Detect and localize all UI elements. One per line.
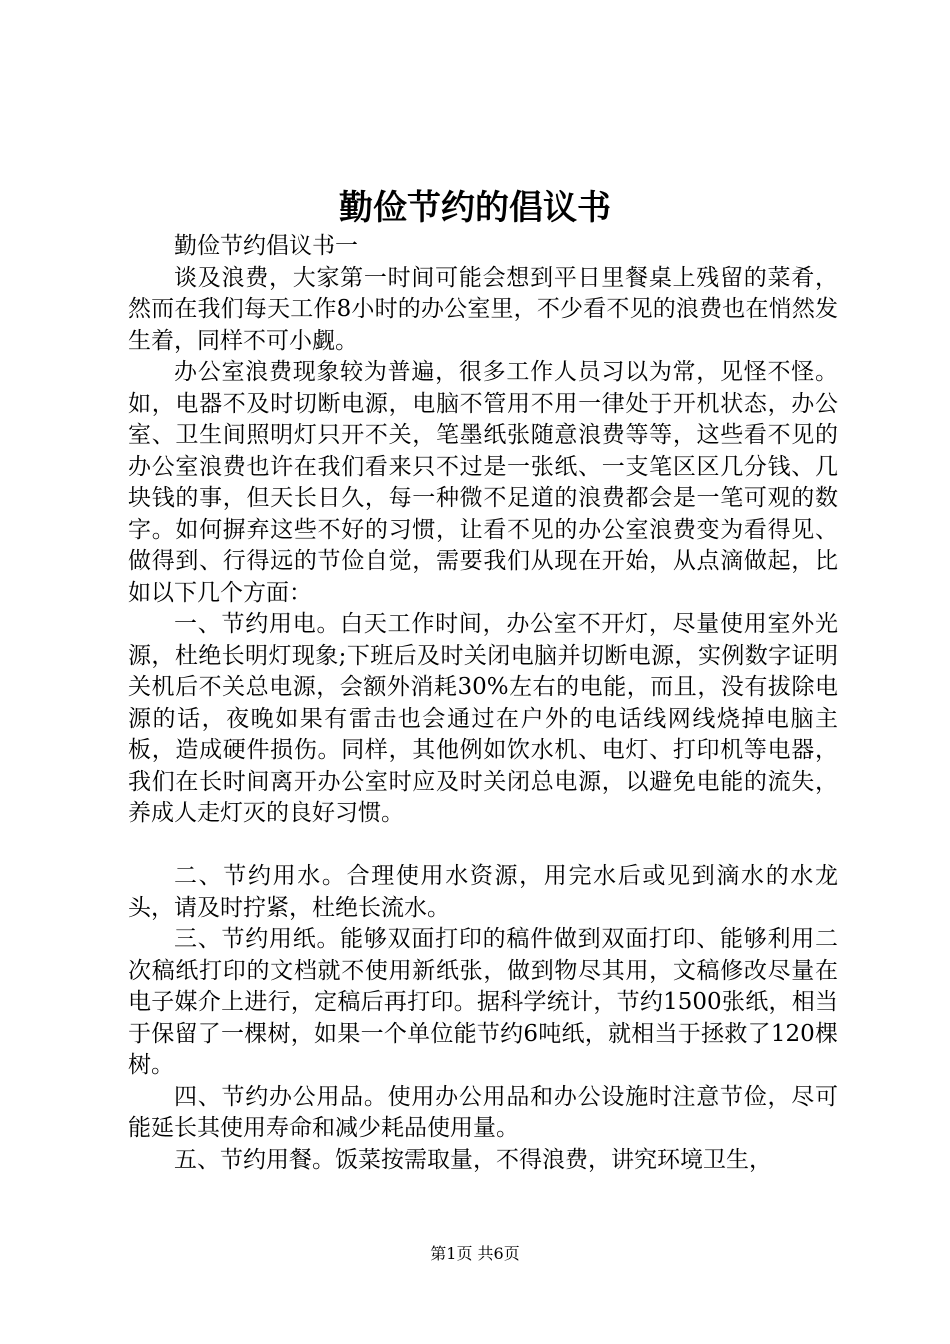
paragraph-save-electricity: 一、节约用电。白天工作时间，办公室不开灯，尽量使用室外光源，杜绝长明灯现象;下班后及时关闭电脑并切断电源，实例数字证明关机后不关总电源，会额外消耗30%左右的电能，而且，没有拔除电源的话，夜晚如果有雷击也会通过在户外的电话线网线烧掉电脑主板，造成硬件损伤。同样，其他例如饮水机、电灯、打印机等电器，我们在长时间离开办公室时应及时关闭总电源，以避免电能的流失，养成人走灯灭的良好习惯。 (128, 611, 838, 826)
document-title: 勤俭节约的倡议书 (339, 188, 611, 228)
paragraph-save-water: 二、节约用水。合理使用水资源，用完水后或见到滴水的水龙头，请及时拧紧，杜绝长流水。 (128, 863, 838, 921)
page-number-footer: 第1页 共6页 (430, 1244, 520, 1263)
paragraph-save-paper: 三、节约用纸。能够双面打印的稿件做到双面打印、能够利用二次稿纸打印的文档就不使用新纸张，做到物尽其用，文稿修改尽量在电子媒介上进行，定稿后再打印。据科学统计，节约1500张纸，相当于保留了一棵树，如果一个单位能节约6吨纸，就相当于拯救了120棵树。 (128, 926, 838, 1078)
paragraph-gap (128, 830, 838, 862)
paragraph-save-supplies: 四、节约办公用品。使用办公用品和办公设施时注意节俭，尽可能延长其使用寿命和减少耗品使用量。 (128, 1083, 838, 1141)
paragraph-subtitle: 勤俭节约倡议书一 (174, 233, 358, 259)
paragraph-intro: 谈及浪费，大家第一时间可能会想到平日里餐桌上残留的菜肴，然而在我们每天工作8小时的办公室里，不少看不见的浪费也在悄然发生着，同样不可小觑。 (128, 264, 838, 354)
paragraph-save-meals: 五、节约用餐。饭菜按需取量，不得浪费，讲究环境卫生， (174, 1146, 772, 1173)
document-body (128, 231, 838, 1176)
paragraph-office-waste: 办公室浪费现象较为普遍，很多工作人员习以为常，见怪不怪。如，电器不及时切断电源，电脑不管用不用一律处于开机状态，办公室、卫生间照明灯只开不关，笔墨纸张随意浪费等等，这些看不见的办公室浪费也许在我们看来只不过是一张纸、一支笔区区几分钱、几块钱的事，但天长日久，每一种微不足道的浪费都会是一笔可观的数字。如何摒弃这些不好的习惯，让看不见的办公室浪费变为看得见、做得到、行得远的节俭自觉，需要我们从现在开始，从点滴做起，比如以下几个方面： (128, 359, 838, 606)
